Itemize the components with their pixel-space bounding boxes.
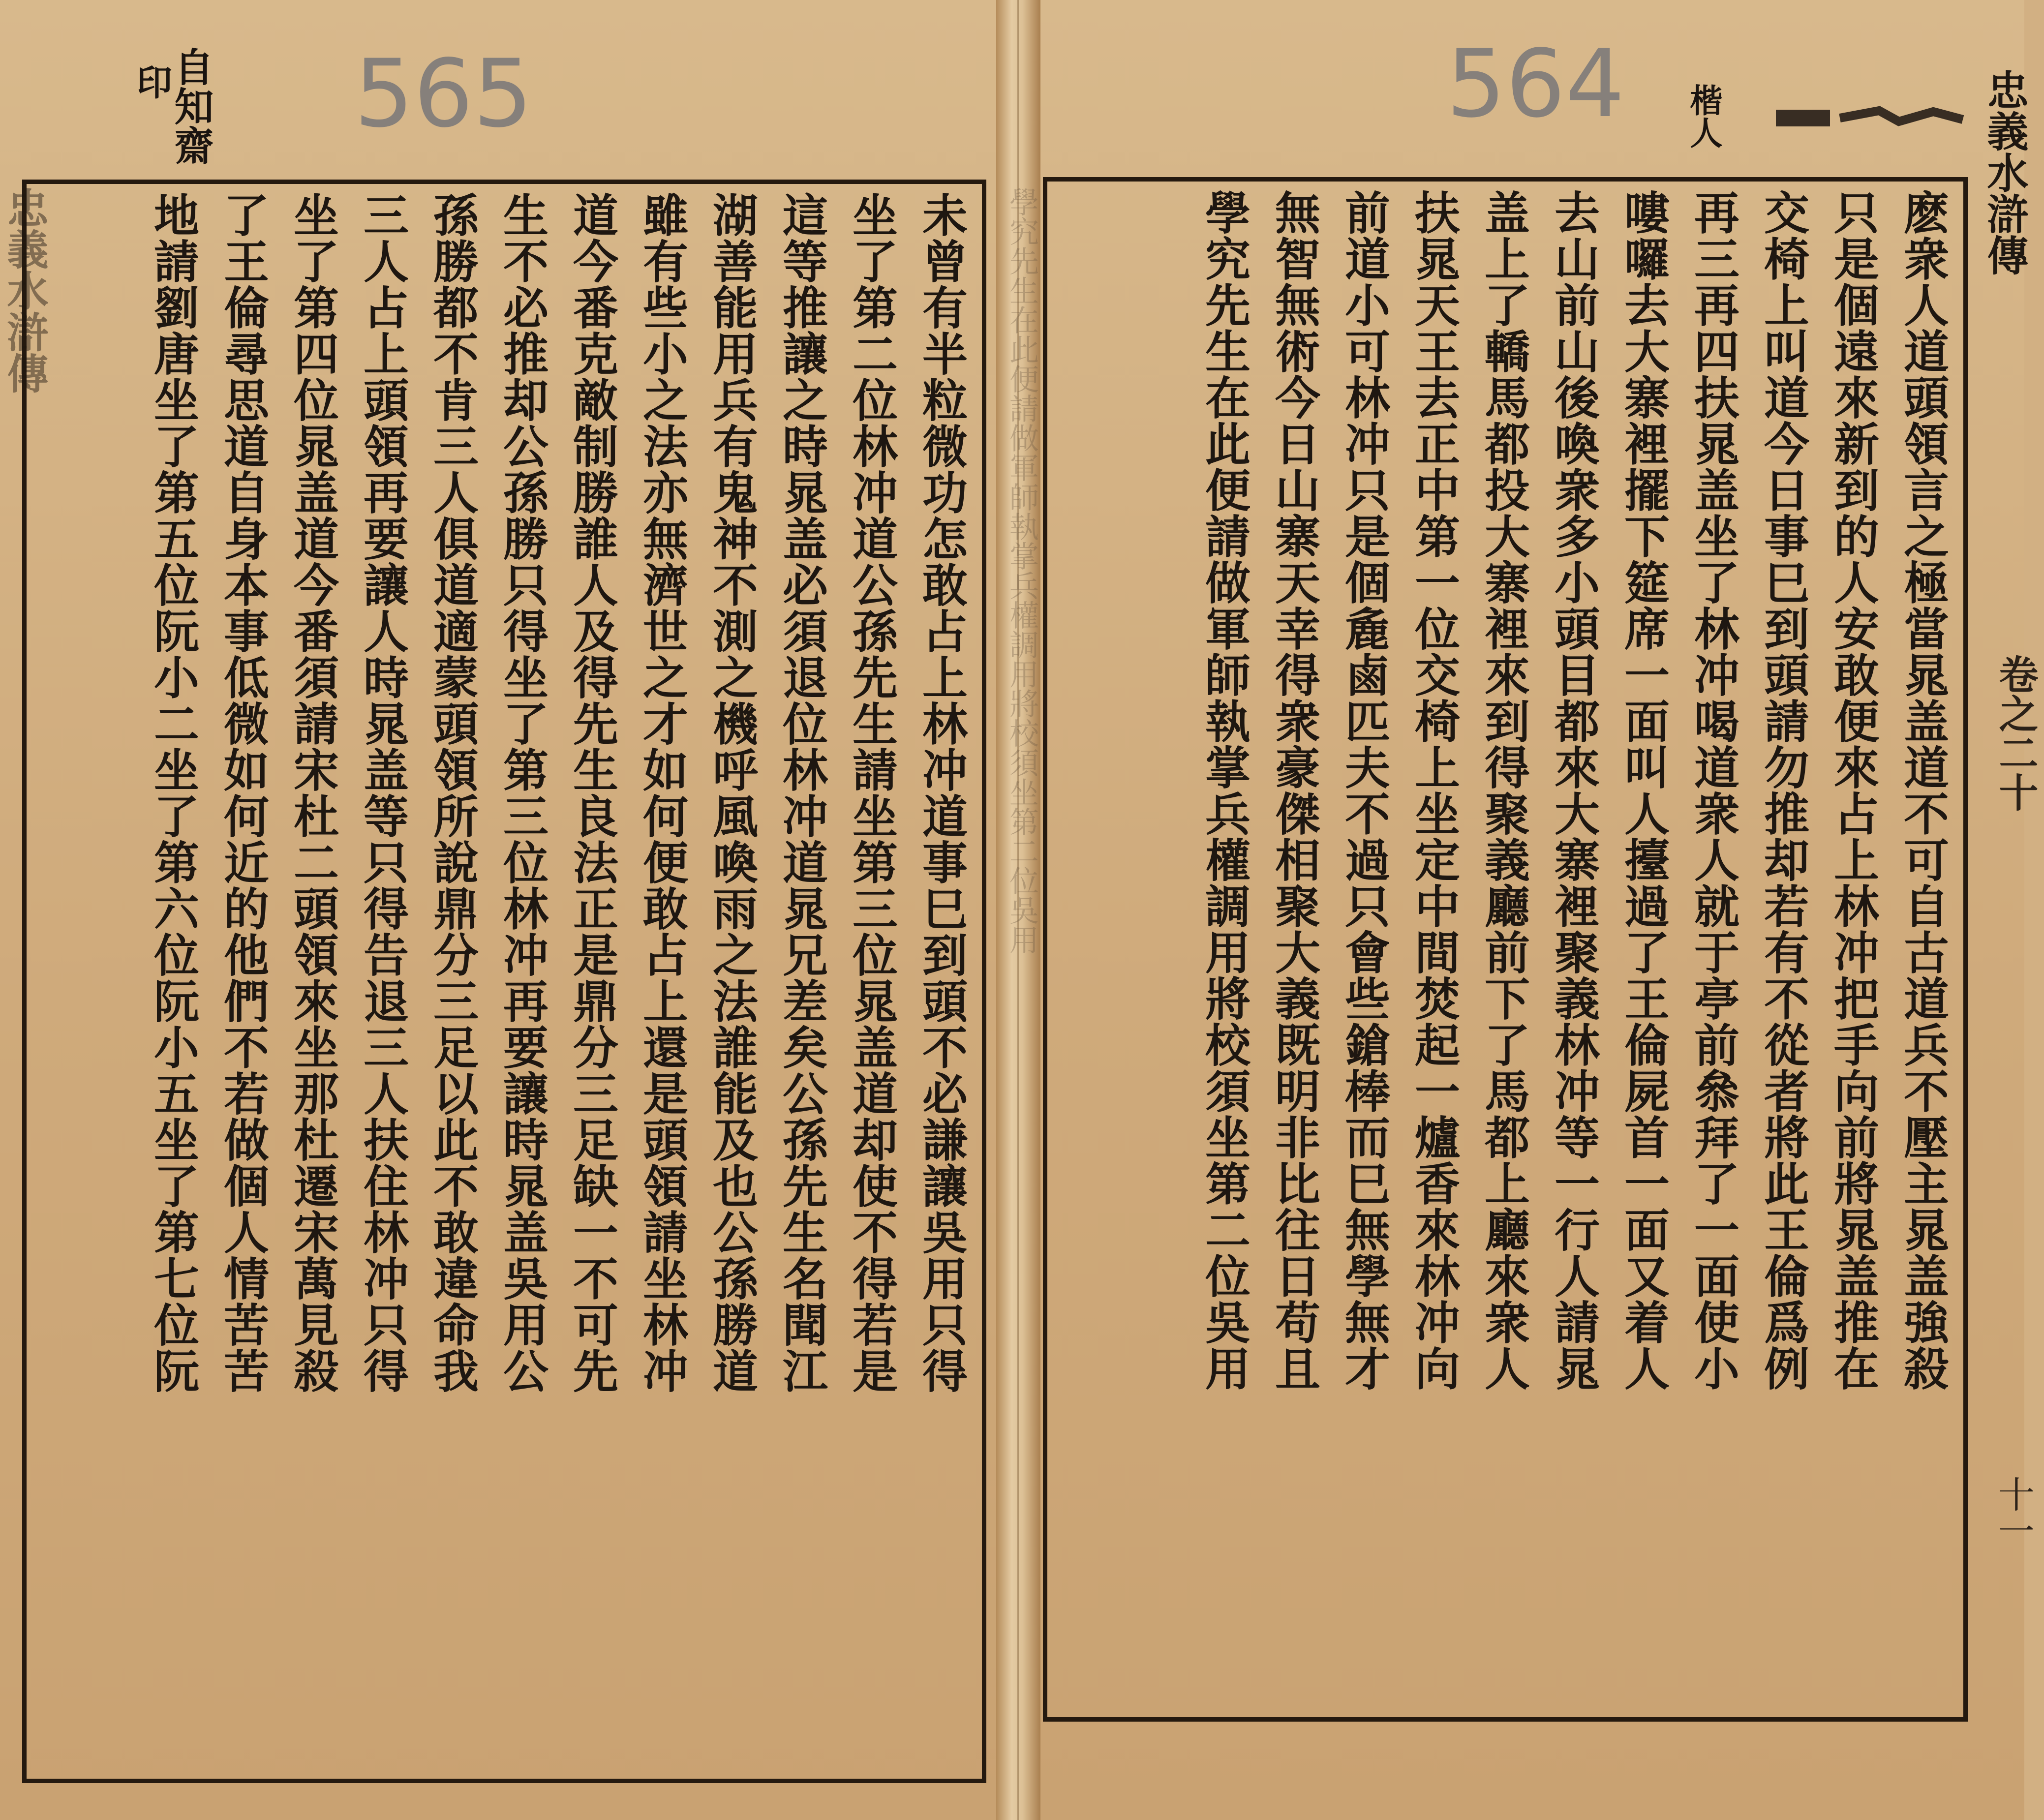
left-margin-title: 忠義水滸傳 [0, 187, 49, 394]
text-column: 只是個遠來新到的人安敢便來占上林冲把手向前將晁盖推在 [1827, 189, 1880, 1392]
text-column: 扶晁天王去正中第一位交椅上坐定中間焚起一爐香來林冲向 [1407, 189, 1461, 1392]
text-column: 地請劉唐坐了第五位阮小二坐了第六位阮小五坐了第七位阮 [147, 192, 200, 1394]
juan-label: 卷之二十 [1992, 654, 2039, 812]
right-margin-title: 忠義水滸傳 [1981, 69, 2029, 275]
text-column: 去山前山後喚衆多小頭目都來大寨裡聚義林冲等一行人請晁 [1547, 189, 1600, 1392]
text-column: 道今番克敵制勝誰人及得先生良法正是鼎分三足缺一不可先 [566, 192, 619, 1394]
text-column: 嘍囉去大寨裡擺下筵席一面叫人擡過了王倫屍首一面又着人 [1617, 189, 1670, 1392]
text-column: 坐了第四位晁盖道今番須請宋杜二頭領來坐那杜遷宋萬見殺 [286, 192, 339, 1394]
text-column: 交椅上叫道今日事巳到頭請勿推却若有不從者將此王倫爲例 [1757, 189, 1810, 1392]
text-column: 無智無術今日山寨天幸得衆豪傑相聚大義既明非比往日苟且 [1268, 189, 1321, 1392]
text-column: 雖有些小之法亦無濟世之才如何便敢占上還是頭領請坐林冲 [636, 192, 689, 1394]
pencil-page-number-left: 565 [354, 39, 533, 148]
text-column: 再三再四扶晁盖坐了林冲喝道衆人就于亭前叅拜了一面使小 [1687, 189, 1740, 1392]
text-column: 生不必推却公孫勝只得坐了第三位林冲再要讓時晁盖吳用公 [496, 192, 549, 1394]
text-column: 未曾有半粒微功怎敢占上林冲道事巳到頭不必謙讓吳用只得 [915, 192, 968, 1394]
collector-stamp-left: 自知齋 [168, 47, 214, 165]
text-column: 了王倫尋思道自身本事低微如何近的他們不若做個人情苦苦 [216, 192, 270, 1394]
collector-stamp-left-small: 印 [131, 64, 173, 99]
text-column: 孫勝都不肯三人俱道適蒙頭領所說鼎分三足以此不敢違命我 [426, 192, 479, 1394]
seal-mark-icon [1771, 101, 1968, 135]
text-column: 前道小可林冲只是個麁鹵匹夫不過只會些鎗棒而巳無學無才 [1338, 189, 1391, 1392]
text-column: 坐了第二位林冲道公孫先生請坐第三位晁盖道却使不得若是 [845, 192, 898, 1394]
right-page-text [1050, 189, 1958, 1714]
text-column: 麽衆人道頭領言之極當晁盖道不可自古道兵不壓主晁盖強殺 [1896, 189, 1950, 1392]
text-column: 這等推讓之時晁盖必須退位林冲道晁兄差矣公孫先生名聞江 [775, 192, 828, 1394]
text-column: 學究先生在此便請做軍師執掌兵權調用將校須坐第二位吳用 [1198, 189, 1251, 1392]
folio-number: 十一 [1992, 1476, 2035, 1548]
pencil-page-number-right: 564 [1446, 30, 1625, 138]
text-column: 三人占上頭領再要讓人時晁盖等只得告退三人扶住林冲只得 [356, 192, 409, 1394]
collector-stamp-right: 楷人 [1684, 84, 1723, 149]
gutter-bleed-through-text: 學究先生在此便請做軍師執掌兵權調用將校須坐第二位吳用 [1005, 187, 1039, 954]
text-column: 湖善能用兵有鬼神不測之機呼風喚雨之法誰能及也公孫勝道 [705, 192, 759, 1394]
text-column: 盖上了轎馬都投大寨裡來到得聚義廳前下了馬都上廳來衆人 [1477, 189, 1530, 1392]
left-page-text [30, 192, 976, 1771]
